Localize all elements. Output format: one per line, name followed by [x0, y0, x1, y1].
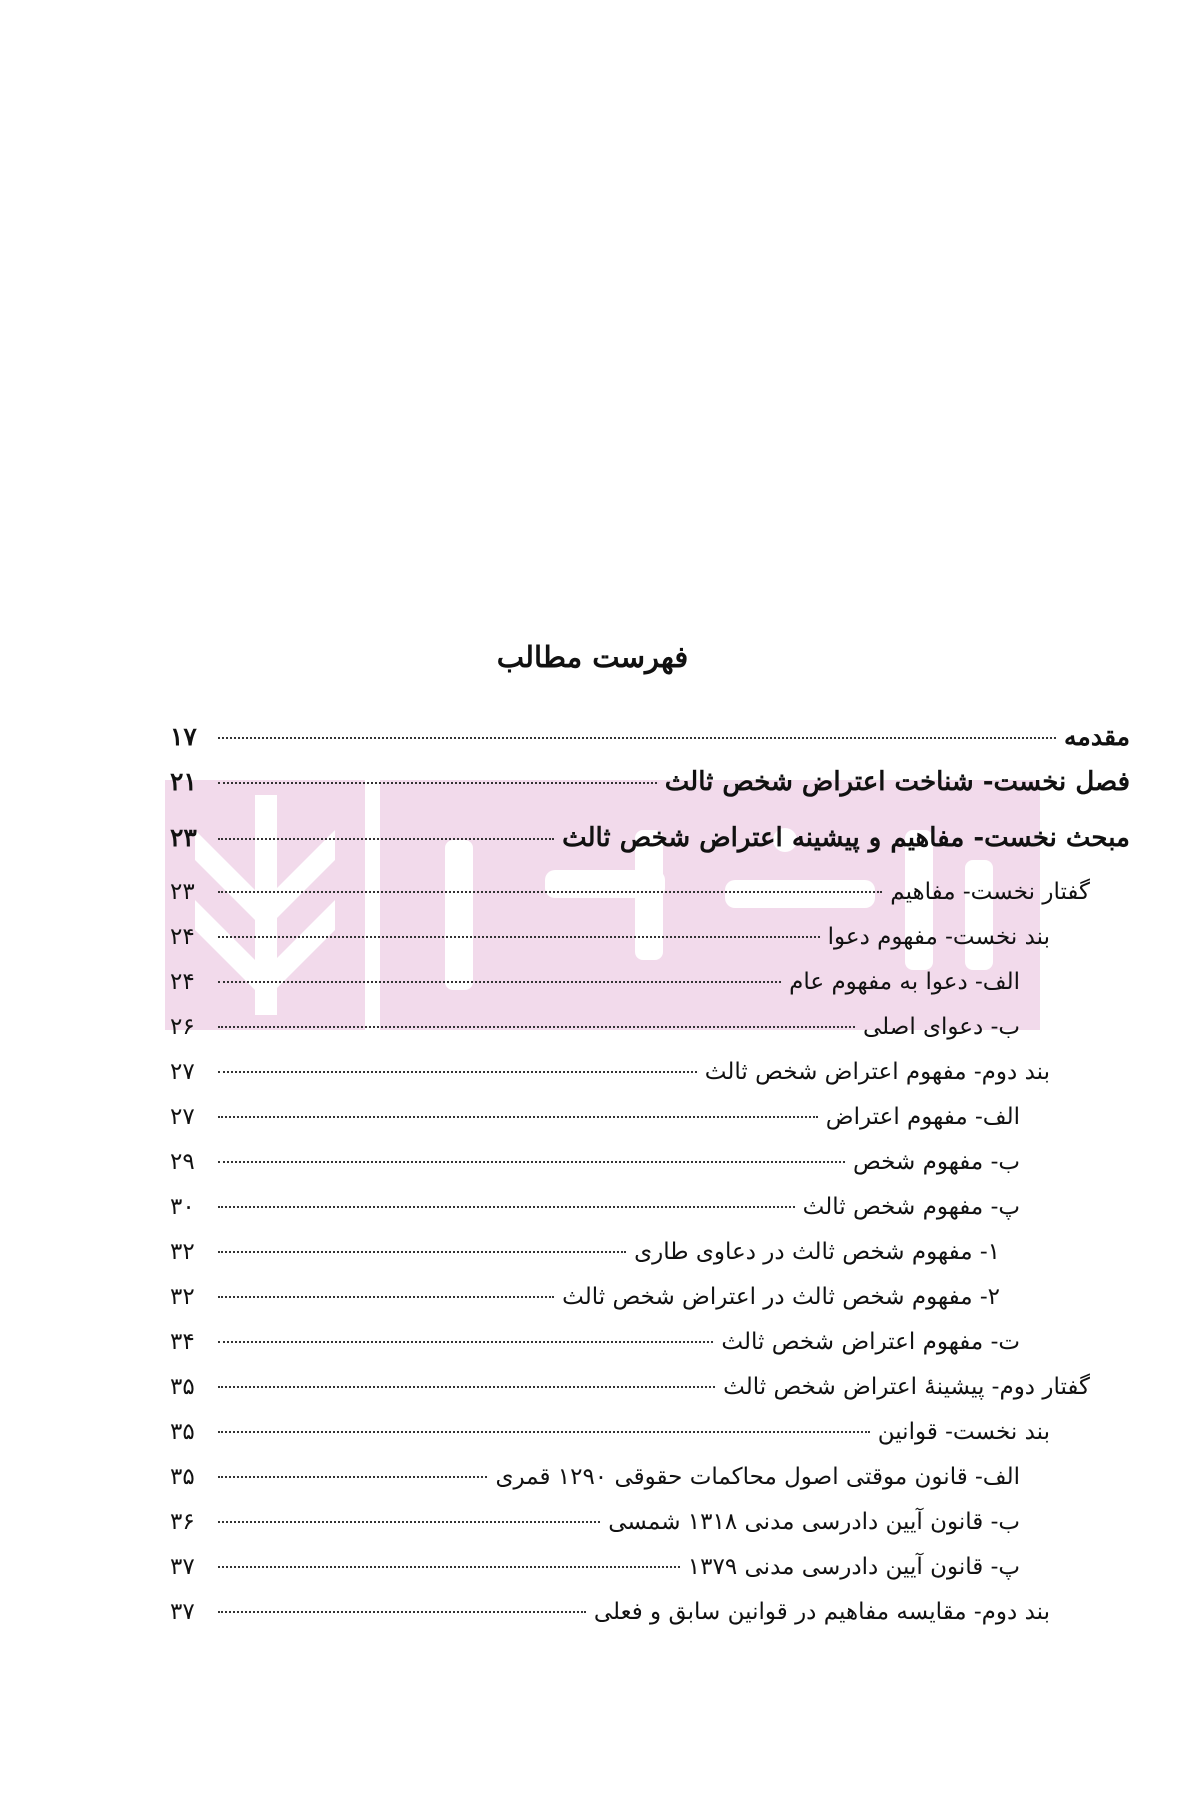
toc-entry-page-number: ۳۰: [170, 1194, 195, 1220]
toc-entry-label: بند دوم- مقایسه مفاهیم در قوانین سابق و فعلی: [593, 1599, 1050, 1625]
toc-dot-leader: [218, 1566, 680, 1568]
toc-entry-page-number: ۳۵: [170, 1464, 195, 1490]
toc-entry-page-number: ۲۷: [170, 1059, 195, 1085]
toc-dot-leader: [218, 936, 820, 938]
toc-entry-page-number: ۳۲: [170, 1284, 195, 1310]
toc-dot-leader: [218, 1386, 715, 1388]
toc-entry-label: ب- مفهوم شخص: [852, 1149, 1020, 1175]
toc-entry: [170, 1554, 1130, 1599]
toc-dot-leader: [218, 1161, 845, 1163]
toc-entry: [170, 1284, 1130, 1329]
toc-entry: [170, 1194, 1130, 1239]
toc-entry-label: ت- مفهوم اعتراض شخص ثالث: [721, 1329, 1020, 1355]
toc-entry: [170, 1599, 1130, 1644]
toc-dot-leader: [218, 1071, 697, 1073]
toc-entry: [170, 969, 1130, 1014]
toc-entry: [170, 1014, 1130, 1059]
toc-entry-label: ب- قانون آیین دادرسی مدنی ۱۳۱۸ شمسی: [608, 1509, 1020, 1535]
toc-entry: [170, 1419, 1130, 1464]
toc-dot-leader: [218, 1611, 586, 1613]
toc-entry-label: بند دوم- مفهوم اعتراض شخص ثالث: [704, 1059, 1050, 1085]
toc-dot-leader: [218, 1431, 870, 1433]
toc-entry: [170, 1149, 1130, 1194]
toc-entry-page-number: ۳۲: [170, 1239, 195, 1265]
toc-entry-page-number: ۲۴: [170, 924, 195, 950]
toc-entry-label: الف- دعوا به مفهوم عام: [789, 969, 1020, 995]
table-of-contents: [170, 722, 1130, 1644]
toc-entry-label: مبحث نخست- مفاهیم و پیشینه اعتراض شخص ثالث: [562, 823, 1130, 853]
toc-entry: [170, 1104, 1130, 1149]
page-title: فهرست مطالب: [496, 640, 689, 674]
toc-dot-leader: [218, 1341, 713, 1343]
toc-dot-leader: [218, 1206, 795, 1208]
toc-entry-label: پ- قانون آیین دادرسی مدنی ۱۳۷۹: [687, 1554, 1020, 1580]
toc-dot-leader: [218, 1296, 554, 1298]
toc-entry-page-number: ۲۹: [170, 1149, 195, 1175]
toc-entry: [170, 924, 1130, 969]
toc-entry-page-number: ۲۶: [170, 1014, 195, 1040]
toc-entry-page-number: ۳۵: [170, 1419, 195, 1445]
toc-entry-label: الف- مفهوم اعتراض: [825, 1104, 1020, 1130]
toc-entry-page-number: ۲۳: [170, 879, 195, 905]
toc-entry-page-number: ۲۴: [170, 969, 195, 995]
toc-entry-page-number: ۲۱: [170, 767, 197, 796]
toc-entry-label: بند نخست- قوانین: [877, 1419, 1050, 1445]
toc-dot-leader: [218, 981, 781, 983]
toc-entry: [170, 767, 1130, 823]
toc-dot-leader: [218, 891, 882, 893]
toc-entry-page-number: ۳۶: [170, 1509, 195, 1535]
toc-entry-label: گفتار نخست- مفاهیم: [890, 879, 1090, 905]
toc-entry: [170, 1059, 1130, 1104]
toc-entry-label: فصل نخست- شناخت اعتراض شخص ثالث: [664, 767, 1130, 797]
toc-entry-label: گفتار دوم- پیشینهٔ اعتراض شخص ثالث: [723, 1374, 1090, 1400]
toc-entry-label: ۲- مفهوم شخص ثالث در اعتراض شخص ثالث: [562, 1284, 1000, 1310]
toc-entry: [170, 1374, 1130, 1419]
toc-entry-page-number: ۱۷: [170, 722, 197, 751]
toc-entry-label: الف- قانون موقتی اصول محاکمات حقوقی ۱۲۹۰ قمری: [495, 1464, 1020, 1490]
toc-dot-leader: [218, 782, 657, 784]
toc-dot-leader: [218, 838, 554, 840]
toc-entry-page-number: ۲۳: [170, 823, 197, 852]
toc-entry: [170, 1329, 1130, 1374]
toc-entry: [170, 1239, 1130, 1284]
toc-entry-page-number: ۳۷: [170, 1554, 195, 1580]
toc-entry-label: پ- مفهوم شخص ثالث: [802, 1194, 1020, 1220]
toc-dot-leader: [218, 1251, 626, 1253]
toc-entry: [170, 722, 1130, 767]
toc-entry-page-number: ۳۵: [170, 1374, 195, 1400]
toc-entry: [170, 1464, 1130, 1509]
toc-entry: [170, 879, 1130, 924]
toc-entry: [170, 1509, 1130, 1554]
toc-entry: [170, 823, 1130, 879]
toc-entry-label: ب- دعوای اصلی: [863, 1014, 1020, 1040]
toc-entry-page-number: ۲۷: [170, 1104, 195, 1130]
toc-dot-leader: [218, 737, 1056, 739]
toc-entry-label: ۱- مفهوم شخص ثالث در دعاوی طاری: [634, 1239, 1000, 1265]
toc-entry-page-number: ۳۷: [170, 1599, 195, 1625]
toc-entry-label: مقدمه: [1064, 722, 1130, 751]
toc-dot-leader: [218, 1026, 855, 1028]
toc-dot-leader: [218, 1116, 818, 1118]
toc-entry-label: بند نخست- مفهوم دعوا: [827, 924, 1050, 950]
toc-entry-page-number: ۳۴: [170, 1329, 195, 1355]
toc-dot-leader: [218, 1521, 600, 1523]
toc-dot-leader: [218, 1476, 487, 1478]
